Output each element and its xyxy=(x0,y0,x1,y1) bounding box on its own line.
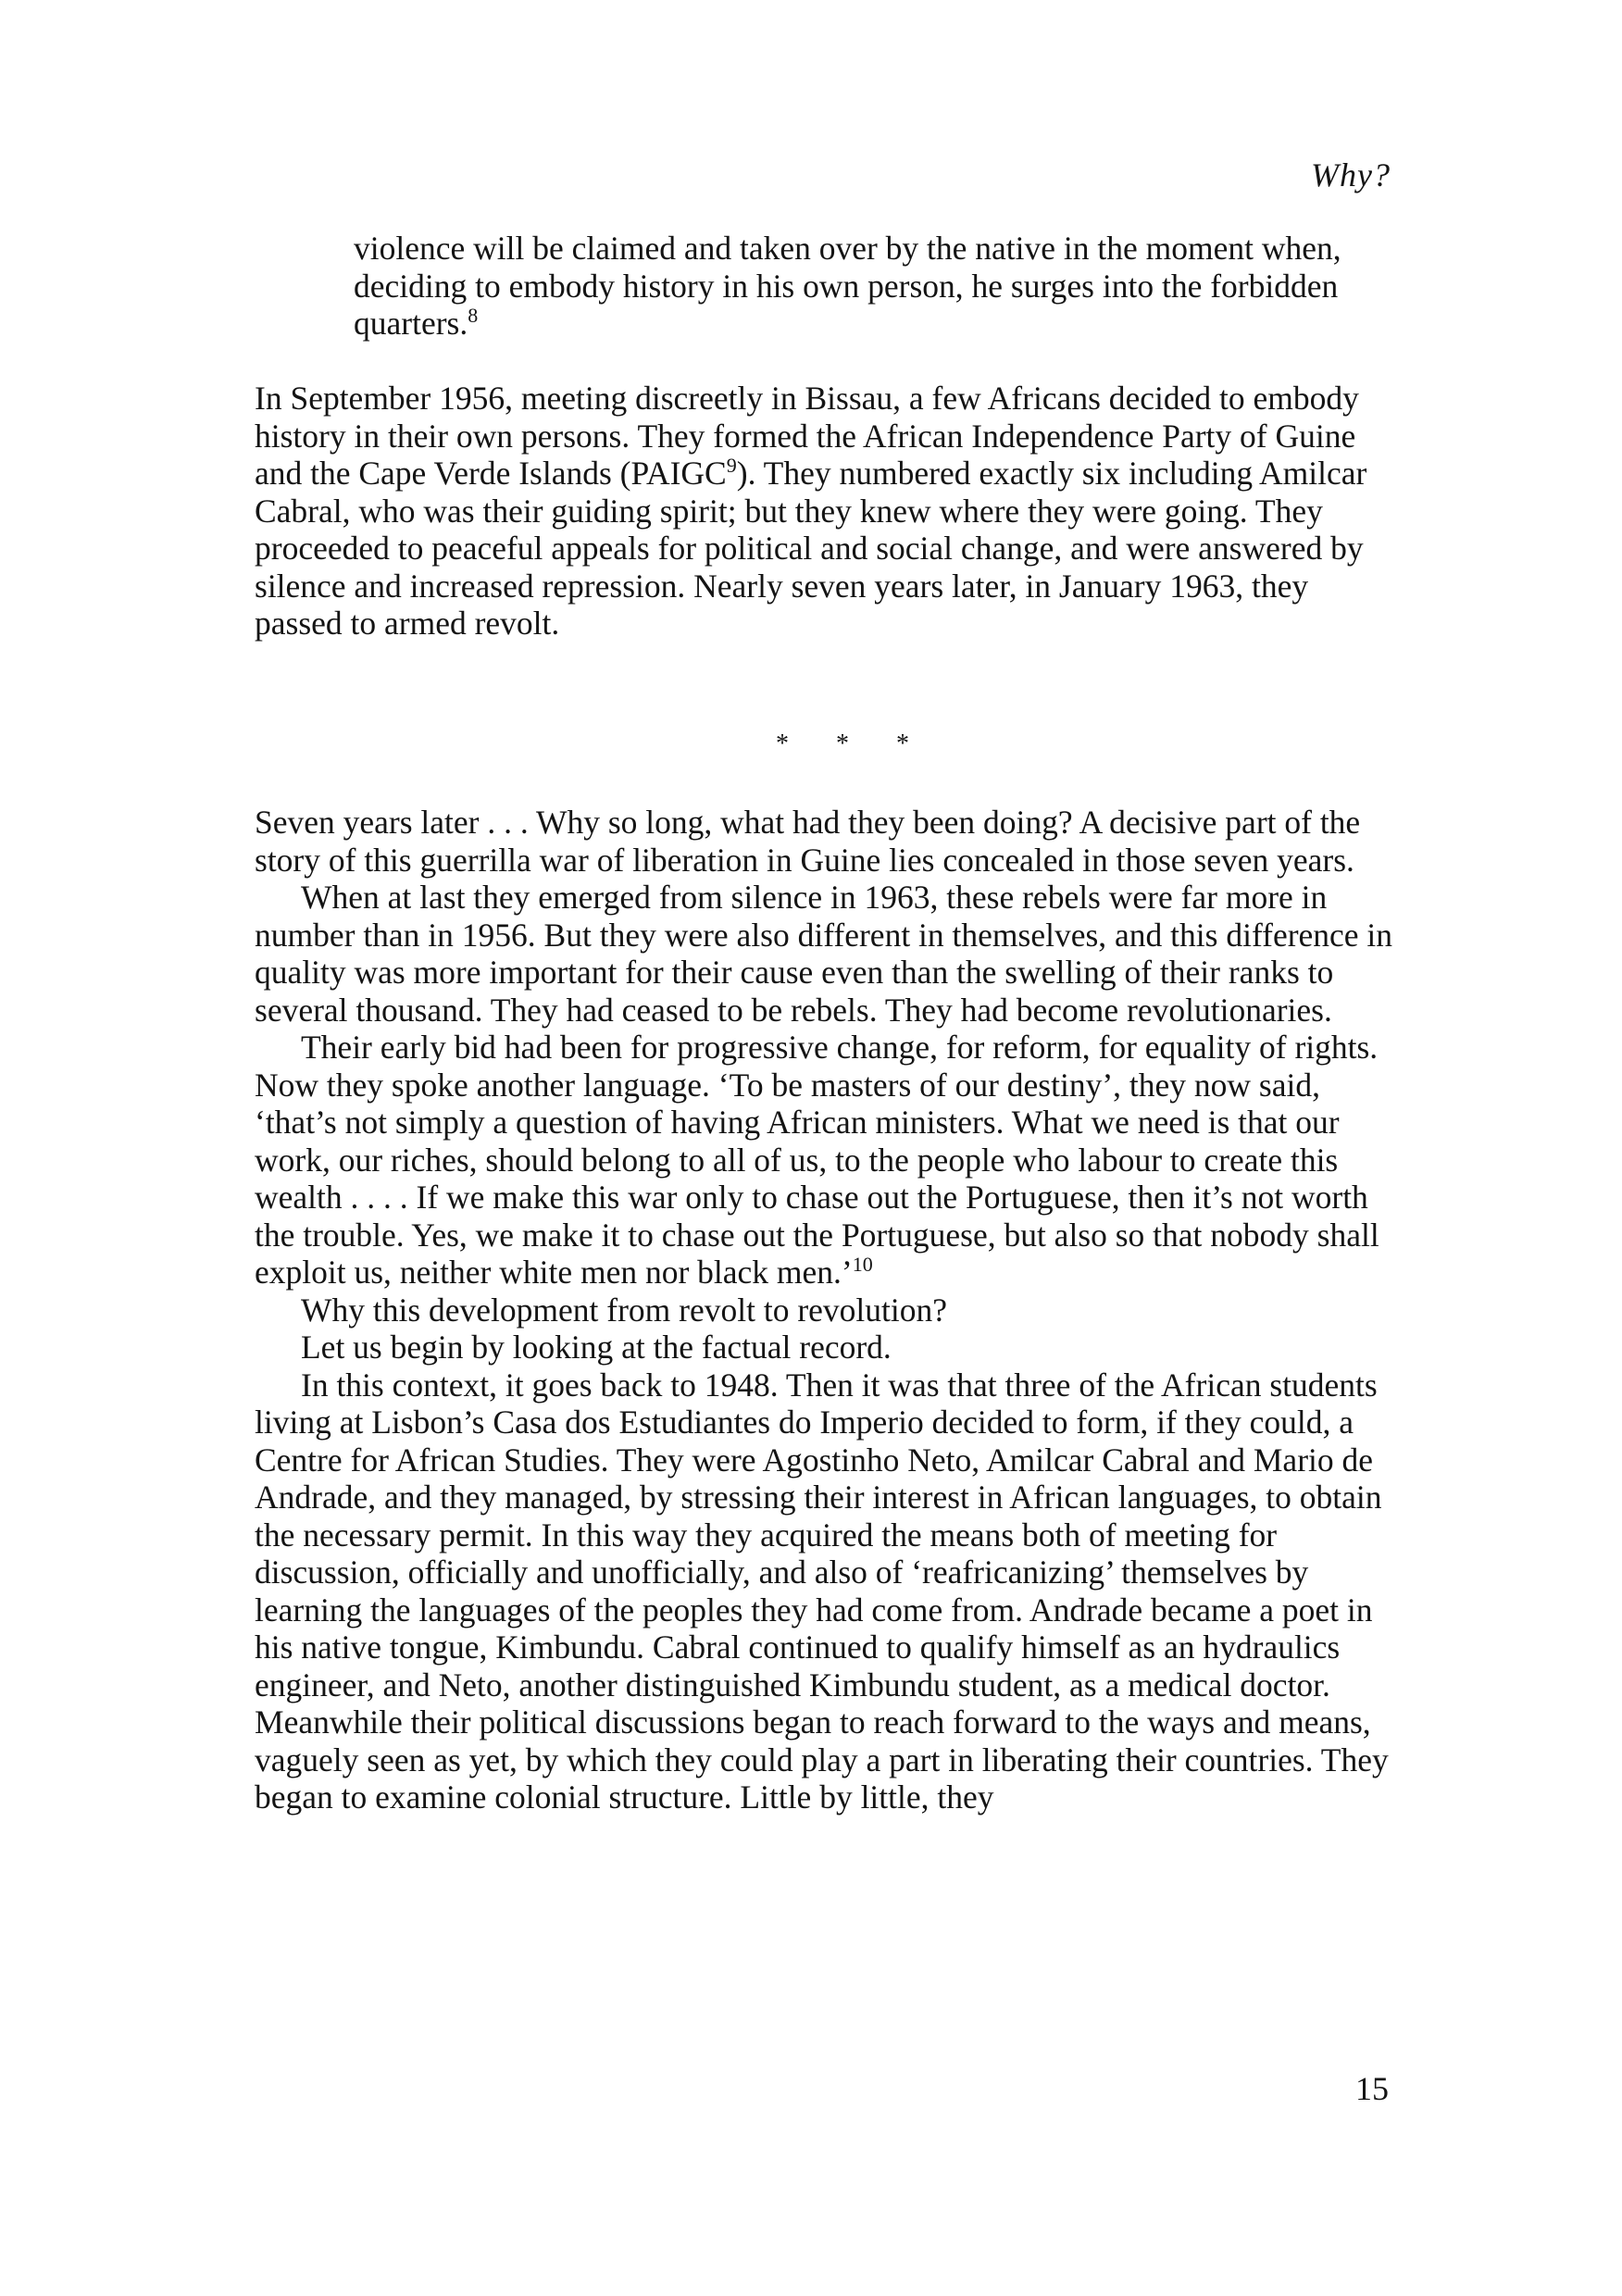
quote-paragraph xyxy=(354,230,1372,343)
body-paragraph-question: Why this development from revolt to revolution? xyxy=(301,1291,948,1329)
footnote-ref-9: 9 xyxy=(726,454,737,478)
body-paragraph-seven-years: Seven years later . . . Why so long, what had they been doing? A decisive part of the story of this guerrilla war of liberation in Guine lies concealed in those seven years. xyxy=(255,804,1361,879)
quote-masters-text: Their early bid had been for progressive change, for reform, for equality of rights. Now they spoke another language. ‘To be masters of our destiny’, they now said, ‘that’s not simply a question of having African ministers. What we need is that our work, our riches, should belong to all of us, to the people who labour to create this wealth . . . . If we make this war only to chase out the Portuguese, then it’s not worth the trouble. Yes, we make it to chase out the Portuguese, but also so that nobody shall exploit us, neither white men nor black men.’ xyxy=(255,1029,1379,1291)
footnote-ref-10: 10 xyxy=(852,1253,873,1277)
running-head: Why? xyxy=(1311,156,1391,193)
body-paragraph-language xyxy=(255,1029,1403,1292)
body-paragraph-record: Let us begin by looking at the factual record. xyxy=(301,1329,892,1366)
paragraph-text-a: In September 1956, meeting discreetly in Bissau, a few Africans decided to embody history in their own persons. They formed the African Independence Party of Guine and the Cape Verde Islands (PAIGC xyxy=(255,380,1359,492)
block-quote xyxy=(354,230,1372,343)
footnote-ref-8: 8 xyxy=(468,304,479,328)
body-paragraph-1948: In this context, it goes back to 1948. Then it was that three of the African students living at Lisbon’s Casa dos Estudiantes do Imperio decided to form, if they could, a Centre for African Studies. They were Agostinho Neto, Amilcar Cabral and Mario de Andrade, and they managed, by stressing their interest in African languages, to obtain the necessary permit. In this way they acquired the means both of meeting for discussion, officially and unofficially, and also of ‘reafricanizing’ themselves by learning the languages of the peoples they had come from. Andrade became a poet in his native tongue, Kimbundu. Cabral continued to qualify himself as an hydraulics engineer, and Neto, another distinguished Kimbundu student, as a medical doctor. Meanwhile their political discussions began to reach forward to the ways and means, vaguely seen as yet, by which they could play a part in liberating their countries. They began to examine colonial structure. Little by little, they xyxy=(255,1366,1389,1816)
body-paragraph xyxy=(255,380,1403,643)
page-number: 15 xyxy=(1355,2070,1389,2107)
paragraph-text-b: ). They numbered exactly six including Amilcar Cabral, who was their guiding spirit; but they knew where they were going. They proceeded to peaceful appeals for political and social change, and were answered by silence and increased repression. Nearly seven years later, in January 1963, they passed to armed revolt. xyxy=(255,455,1367,642)
quote-text: violence will be claimed and taken over by the native in the moment when, deciding to embody history in his own person, he surges into the forbidden quarters. xyxy=(354,230,1341,342)
paragraph-1956 xyxy=(255,380,1403,643)
section-separator: * * * xyxy=(776,730,930,758)
body-paragraph-revolutionaries: When at last they emerged from silence in 1963, these rebels were far more in number than in 1956. But they were also different in themselves, and this difference in quality was more important for their cause even than the swelling of their ranks to several thousand. They had ceased to be rebels. They had become revolutionaries. xyxy=(255,879,1393,1029)
section-body xyxy=(255,804,1403,1816)
